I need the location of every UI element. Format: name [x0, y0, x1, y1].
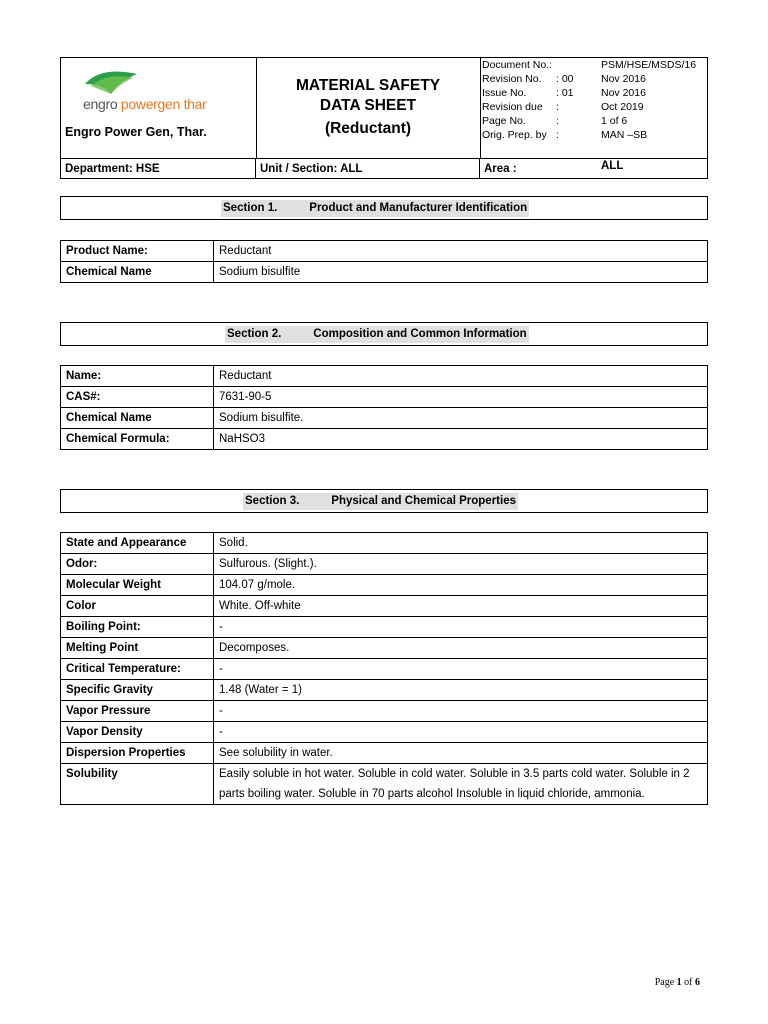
title-cell	[256, 58, 481, 158]
table-row	[61, 659, 708, 680]
table-row	[61, 722, 708, 743]
field-value: Decomposes.	[214, 638, 708, 659]
section-2-title: Section 2. Composition and Common Information	[225, 326, 529, 343]
table-row	[61, 638, 708, 659]
table-row	[61, 596, 708, 617]
field-label: Name:	[61, 366, 214, 387]
table-row	[61, 387, 708, 408]
table-row	[61, 743, 708, 764]
table-row	[61, 533, 708, 554]
field-value: 7631-90-5	[214, 387, 708, 408]
page-current: 1	[676, 977, 682, 988]
field-label: Molecular Weight	[61, 575, 214, 596]
page-number	[655, 977, 700, 988]
field-label: CAS#:	[61, 387, 214, 408]
unit-section-cell: Unit / Section: ALL	[256, 159, 480, 179]
document-header	[60, 57, 708, 179]
department-cell: Department: HSE	[61, 159, 256, 179]
field-value: NaHSO3	[214, 429, 708, 450]
section-1-title: Section 1. Product and Manufacturer Identification	[221, 200, 529, 217]
table-row	[61, 764, 708, 805]
field-value: -	[214, 659, 708, 680]
field-label: Vapor Density	[61, 722, 214, 743]
field-value: 104.07 g/mole.	[214, 575, 708, 596]
field-value: See solubility in water.	[214, 743, 708, 764]
info-value: Nov 2016	[601, 87, 646, 99]
field-label: Chemical Name	[61, 262, 214, 283]
info-colon: :	[556, 115, 559, 127]
field-label: Dispersion Properties	[61, 743, 214, 764]
info-row	[480, 72, 707, 86]
info-key: Document No.:	[482, 59, 553, 71]
info-row	[480, 58, 707, 72]
field-value: Solid.	[214, 533, 708, 554]
field-label: Critical Temperature:	[61, 659, 214, 680]
section-3-title: Section 3. Physical and Chemical Properties	[243, 493, 518, 510]
doc-info-cell	[480, 58, 707, 158]
info-value: 1 of 6	[601, 115, 628, 127]
logo-leaf-icon	[81, 66, 141, 98]
field-label: Odor:	[61, 554, 214, 575]
page-mid: of	[681, 977, 695, 988]
table-row	[61, 262, 708, 283]
field-value: Sulfurous. (Slight.).	[214, 554, 708, 575]
header-meta-row	[61, 158, 707, 179]
info-colon: :	[556, 129, 559, 141]
section-3-bar	[60, 489, 708, 513]
info-value: PSM/HSE/MSDS/16	[601, 59, 697, 71]
info-key: Orig. Prep. by	[482, 129, 547, 141]
field-value: Reductant	[214, 241, 708, 262]
table-row	[61, 429, 708, 450]
logo-word-powergen: powergen thar	[120, 96, 207, 112]
field-label: Specific Gravity	[61, 680, 214, 701]
field-value: Reductant	[214, 366, 708, 387]
table-row	[61, 241, 708, 262]
field-value: -	[214, 701, 708, 722]
info-value: MAN –SB	[601, 129, 648, 141]
info-colon: :	[556, 101, 559, 113]
field-label: Melting Point	[61, 638, 214, 659]
field-label: Chemical Formula:	[61, 429, 214, 450]
table-row	[61, 554, 708, 575]
field-value: 1.48 (Water = 1)	[214, 680, 708, 701]
engro-logo	[71, 68, 251, 122]
info-row	[480, 100, 707, 114]
doc-title-line1: MATERIAL SAFETY	[295, 77, 441, 94]
field-label: Product Name:	[61, 241, 214, 262]
info-key: Revision due	[482, 101, 543, 113]
doc-title-line2: DATA SHEET	[319, 97, 417, 114]
product-identification-table	[60, 240, 708, 283]
page-prefix: Page	[654, 977, 677, 988]
table-row	[61, 408, 708, 429]
info-value: Oct 2019	[601, 101, 644, 113]
composition-table	[60, 365, 708, 450]
table-row	[61, 617, 708, 638]
field-value: White. Off-white	[214, 596, 708, 617]
info-key: Issue No.	[482, 87, 527, 99]
page-total: 6	[695, 977, 700, 988]
logo-wordmark	[83, 96, 207, 112]
table-row	[61, 366, 708, 387]
info-colon: : 01	[556, 87, 574, 99]
company-name: Engro Power Gen, Thar.	[65, 125, 207, 139]
info-row	[480, 114, 707, 128]
area-cell	[480, 159, 707, 179]
field-value: -	[214, 722, 708, 743]
info-row	[480, 128, 707, 142]
field-value: Easily soluble in hot water. Soluble in cold water. Soluble in 3.5 parts cold water. Soluble in 2 parts boiling water. Soluble in 70 parts alcohol Insoluble in liquid chloride, ammonia.	[214, 764, 708, 805]
field-value: Sodium bisulfite.	[214, 408, 708, 429]
section-2-bar	[60, 322, 708, 346]
info-row	[480, 86, 707, 100]
logo-word-engro: engro	[83, 96, 118, 112]
info-colon: : 00	[556, 73, 574, 85]
area-label: Area :	[484, 163, 517, 175]
info-key: Revision No.	[482, 73, 542, 85]
doc-title-line3: (Reductant)	[324, 120, 412, 137]
table-row	[61, 680, 708, 701]
section-1-bar	[60, 196, 708, 220]
field-label: Boiling Point:	[61, 617, 214, 638]
field-label: State and Appearance	[61, 533, 214, 554]
table-row	[61, 575, 708, 596]
info-value: Nov 2016	[601, 73, 646, 85]
field-value: Sodium bisulfite	[214, 262, 708, 283]
field-label: Color	[61, 596, 214, 617]
info-key: Page No.	[482, 115, 526, 127]
table-row	[61, 701, 708, 722]
field-label: Solubility	[61, 764, 214, 805]
field-label: Chemical Name	[61, 408, 214, 429]
area-value: ALL	[601, 160, 624, 172]
field-label: Vapor Pressure	[61, 701, 214, 722]
field-value: -	[214, 617, 708, 638]
logo-cell	[61, 58, 257, 158]
physical-properties-table	[60, 532, 708, 805]
